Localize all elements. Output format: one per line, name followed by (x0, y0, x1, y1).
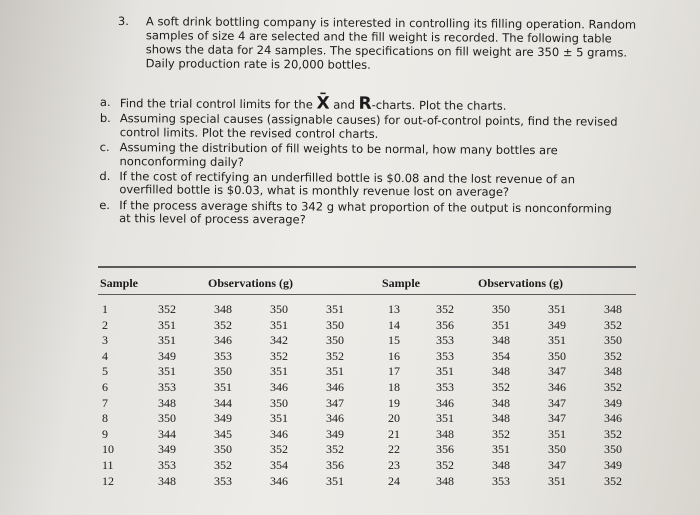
sample-id: 9 (102, 426, 108, 441)
observation-cell: 346 (326, 411, 344, 426)
table-header-rule (98, 294, 636, 295)
sample-id: 14 (388, 317, 400, 332)
question-part (99, 141, 619, 171)
part-letter: a. (99, 95, 111, 110)
observation-cell: 346 (270, 426, 288, 441)
observation-cell: 352 (326, 348, 344, 363)
observation-cell: 347 (548, 411, 566, 426)
observation-cell: 346 (326, 380, 344, 394)
sample-id: 21 (388, 426, 400, 441)
observation-cell: 351 (158, 333, 176, 348)
sample-id: 22 (388, 442, 400, 457)
observation-cell: 348 (492, 411, 510, 426)
observation-cell: 352 (492, 426, 510, 441)
observation-cell: 353 (214, 348, 232, 363)
observation-cell: 348 (604, 302, 622, 316)
observation-cell: 344 (214, 395, 232, 410)
part-text-xbar: X̄ (316, 93, 330, 114)
observation-cell: 350 (326, 333, 344, 348)
observation-cell: 351 (326, 364, 344, 379)
observation-cell: 352 (604, 473, 622, 488)
observation-cell: 345 (214, 426, 232, 441)
observation-cell: 349 (158, 348, 176, 363)
sample-id: 16 (388, 348, 400, 363)
observation-cell: 346 (270, 473, 288, 488)
observation-cell: 350 (214, 442, 232, 457)
sample-id: 18 (388, 380, 400, 394)
part-text: If the cost of rectifying an underfilled bottle is $0.08 and the lost revenue of an overfilled bottle is $0.03, what is monthly revenue lost on average? (119, 169, 576, 200)
sample-id: 12 (102, 473, 114, 488)
observation-cell: 353 (436, 348, 454, 363)
observation-cell: 353 (158, 458, 176, 472)
header-sample-right: Sample (382, 276, 421, 290)
observation-cell: 348 (158, 473, 176, 488)
observation-cell: 349 (604, 458, 622, 472)
observation-cell: 352 (326, 442, 344, 457)
sample-id: 8 (102, 411, 108, 426)
part-text-mid: and (329, 97, 359, 112)
observation-cell: 356 (436, 442, 454, 457)
question-parts (99, 93, 620, 231)
observation-cell: 347 (548, 395, 566, 410)
observation-cell: 350 (326, 317, 344, 332)
part-text-pre: Find the trial control limits for the (119, 96, 317, 112)
observation-cell: 353 (436, 333, 454, 348)
observation-cell: 348 (492, 364, 510, 379)
observation-cell: 350 (548, 348, 566, 363)
observation-cell: 350 (270, 395, 288, 410)
observation-cell: 346 (270, 380, 288, 394)
part-letter: c. (99, 140, 110, 155)
data-table (98, 266, 638, 506)
sample-id: 11 (102, 458, 114, 472)
observation-cell: 352 (436, 458, 454, 472)
observation-cell: 354 (270, 458, 288, 472)
observation-cell: 353 (158, 380, 176, 394)
sample-id: 7 (102, 395, 108, 410)
sample-id: 5 (102, 364, 108, 379)
observation-cell: 351 (270, 317, 288, 332)
question-part (99, 170, 619, 200)
observation-cell: 350 (214, 364, 232, 379)
observation-cell: 349 (604, 395, 622, 410)
observation-cell: 352 (492, 380, 510, 394)
observation-cell: 356 (436, 317, 454, 332)
observation-cell: 349 (326, 426, 344, 441)
observation-cell: 349 (158, 442, 176, 457)
observation-cell: 351 (270, 411, 288, 426)
problem-statement (118, 14, 638, 74)
observation-cell: 351 (158, 364, 176, 379)
observation-cell: 352 (604, 317, 622, 332)
part-text (119, 93, 507, 114)
observation-cell: 351 (214, 380, 232, 394)
observation-cell: 351 (548, 302, 566, 316)
observation-cell: 348 (492, 333, 510, 348)
part-letter: e. (99, 197, 111, 212)
question-part (100, 112, 620, 142)
observation-cell: 351 (436, 364, 454, 379)
part-text-r: R (358, 93, 372, 114)
observation-cell: 351 (326, 302, 344, 316)
sample-id: 4 (102, 348, 108, 363)
observation-cell: 350 (548, 442, 566, 457)
observation-cell: 352 (158, 302, 176, 316)
observation-cell: 347 (326, 395, 344, 410)
observation-cell: 346 (604, 411, 622, 426)
problem-text: A soft drink bottling company is interested in controlling its filling operation. Random samples of size 4 are selected and the fill weight is recorded. The following table shows the data for 24 samples. The specifications on fill weight are 350 ± 5 grams. Daily production rate is 20,000 bottles. (145, 14, 637, 72)
observation-cell: 351 (436, 411, 454, 426)
observation-cell: 349 (548, 317, 566, 332)
observation-cell: 348 (214, 302, 232, 316)
observation-cell: 351 (326, 473, 344, 488)
sample-id: 1 (102, 302, 108, 316)
header-observations-left: Observations (g) (208, 276, 293, 290)
observation-cell: 351 (492, 442, 510, 457)
observation-cell: 351 (548, 333, 566, 348)
observation-cell: 342 (270, 333, 288, 348)
observation-cell: 352 (604, 426, 622, 441)
sample-id: 23 (388, 458, 400, 472)
observation-cell: 348 (436, 473, 454, 488)
header-observations-right: Observations (g) (478, 276, 563, 290)
sample-id: 10 (102, 442, 114, 457)
observation-cell: 352 (214, 458, 232, 472)
observation-cell: 351 (270, 364, 288, 379)
observation-cell: 352 (604, 380, 622, 394)
observation-cell: 348 (492, 458, 510, 472)
observation-cell: 351 (548, 426, 566, 441)
table-top-rule (98, 266, 636, 268)
observation-cell: 351 (158, 317, 176, 332)
observation-cell: 356 (326, 458, 344, 472)
observation-cell: 347 (548, 458, 566, 472)
sample-id: 13 (388, 302, 400, 316)
sample-id: 3 (102, 333, 108, 348)
observation-cell: 350 (270, 302, 288, 316)
sample-id: 20 (388, 411, 400, 426)
part-letter: b. (99, 111, 111, 126)
observation-cell: 346 (548, 380, 566, 394)
sample-id: 2 (102, 317, 108, 332)
observation-cell: 354 (492, 348, 510, 363)
observation-cell: 348 (492, 395, 510, 410)
problem-number: 3. (117, 14, 129, 29)
sample-id: 15 (388, 333, 400, 348)
observation-cell: 350 (604, 333, 622, 348)
observation-cell: 348 (436, 426, 454, 441)
sample-id: 6 (102, 380, 108, 394)
part-text: If the process average shifts to 342 g what proportion of the output is nonconforming at this level of process average? (119, 197, 612, 227)
observation-cell: 353 (214, 473, 232, 488)
part-text: Assuming special causes (assignable causes) for out-of-control points, find the revised control limits. Plot the revised control charts. (119, 111, 618, 141)
observation-cell: 350 (604, 442, 622, 457)
observation-cell: 350 (492, 302, 510, 316)
sample-id: 24 (388, 473, 400, 488)
observation-cell: 344 (158, 426, 176, 441)
observation-cell: 348 (604, 364, 622, 379)
part-text: Assuming the distribution of fill weights to be normal, how many bottles are nonconforming daily? (119, 140, 558, 169)
observation-cell: 351 (492, 317, 510, 332)
observation-cell: 352 (270, 348, 288, 363)
observation-cell: 353 (436, 380, 454, 394)
observation-cell: 349 (214, 411, 232, 426)
observation-cell: 352 (436, 302, 454, 316)
observation-cell: 346 (214, 333, 232, 348)
observation-cell: 352 (214, 317, 232, 332)
sample-id: 17 (388, 364, 400, 379)
observation-cell: 353 (492, 473, 510, 488)
sample-id: 19 (388, 395, 400, 410)
observation-cell: 348 (158, 395, 176, 410)
header-sample-left: Sample (100, 276, 139, 290)
observation-cell: 352 (604, 348, 622, 363)
observation-cell: 347 (548, 364, 566, 379)
question-part (99, 199, 619, 229)
part-letter: d. (99, 169, 111, 184)
observation-cell: 346 (436, 395, 454, 410)
observation-cell: 350 (158, 411, 176, 426)
observation-cell: 351 (548, 473, 566, 488)
observation-cell: 352 (270, 442, 288, 457)
part-text-post: -charts. Plot the charts. (371, 97, 507, 113)
